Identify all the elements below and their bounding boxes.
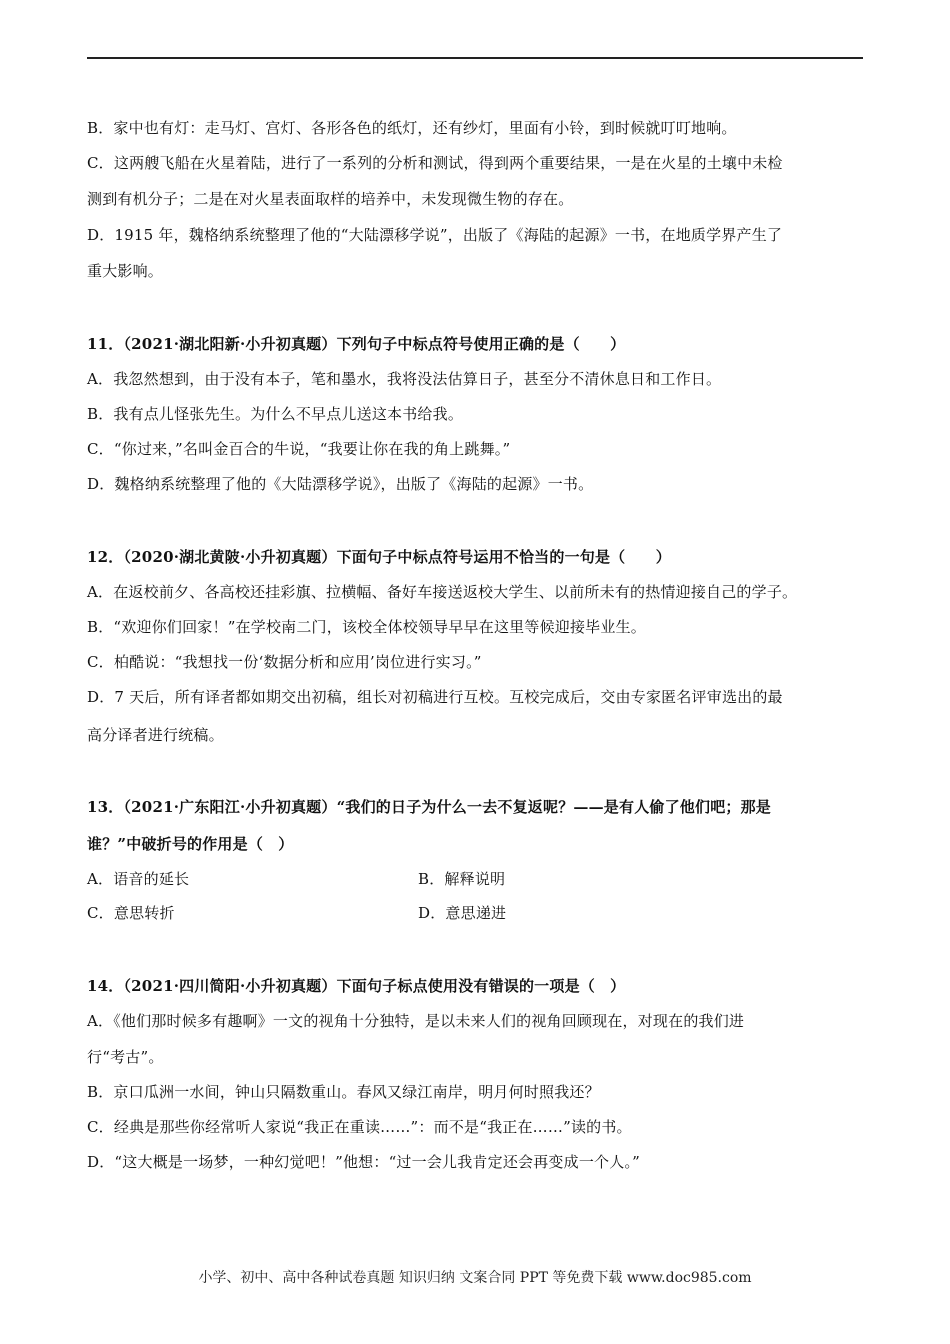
q12-option-d-line2: 高分译者进行统稿。 — [87, 726, 224, 744]
q11-option-a: A．我忽然想到，由于没有本子，笔和墨水，我将没法估算日子，甚至分不清休息日和工作日。 — [87, 370, 722, 388]
q14-stem: 14．（2021·四川简阳·小升初真题）下面句子标点使用没有错误的一项是（ ） — [87, 977, 626, 995]
q14-option-c: C．经典是那些你经常听人家说“我正在重读……”：而不是“我正在……”读的书。 — [87, 1118, 632, 1136]
q13-option-b: B．解释说明 — [418, 870, 506, 888]
q12-stem: 12．（2020·湖北黄陂·小升初真题）下面句子中标点符号运用不恰当的一句是（ ） — [87, 548, 671, 566]
q10-option-d-line2: 重大影响。 — [87, 262, 164, 280]
q14-option-a-line1: A．《他们那时候多有趣啊》一文的视角十分独特，是以未来人们的视角回顾现在，对现在的我们进 — [87, 1012, 745, 1030]
q14-option-a-line2: 行“考古”。 — [87, 1048, 164, 1066]
q12-option-d-line1: D．7 天后，所有译者都如期交出初稿，组长对初稿进行互校。互校完成后，交由专家匿名评审选出的最 — [87, 688, 783, 706]
q10-option-d-line1: D．1915 年，魏格纳系统整理了他的“大陆漂移学说”，出版了《海陆的起源》一书，在地质学界产生了 — [87, 226, 783, 244]
q14-option-b: B．京口瓜洲一水间，钟山只隔数重山。春风又绿江南岸，明月何时照我还？ — [87, 1083, 600, 1101]
q11-option-c: C．“你过来，”名叫金百合的牛说，“我要让你在我的角上跳舞。” — [87, 440, 511, 458]
q12-option-c: C．柏酷说：“我想找一份‘数据分析和应用’岗位进行实习。” — [87, 653, 482, 671]
q13-option-c: C．意思转折 — [87, 904, 175, 922]
footer-text: 小学、初中、高中各种试卷真题 知识归纳 文案合同 PPT 等免费下载 www.doc985.com — [198, 1270, 752, 1286]
q10-option-c-line1: C．这两艘飞船在火星着陆，进行了一系列的分析和测试，得到两个重要结果，一是在火星的土壤中未检 — [87, 154, 783, 172]
q11-stem: 11．（2021·湖北阳新·小升初真题）下列句子中标点符号使用正确的是（ ） — [87, 335, 626, 353]
q13-stem-line1: 13．（2021·广东阳江·小升初真题）“我们的日子为什么一去不复返呢？——是有人偷了他们吧；那是 — [87, 798, 771, 816]
q10-option-b: B．家中也有灯：走马灯、宫灯、各形各色的纸灯，还有纱灯，里面有小铃，到时候就叮叮地响。 — [87, 119, 737, 137]
q13-option-d: D．意思递进 — [418, 904, 507, 922]
header-rule — [87, 57, 863, 59]
q10-option-c-line2: 测到有机分子；二是在对火星表面取样的培养中，未发现微生物的存在。 — [87, 190, 574, 208]
q12-option-a: A．在返校前夕、各高校还挂彩旗、拉横幅、备好车接送返校大学生、以前所未有的热情迎接自己的学子。 — [87, 583, 798, 601]
q12-option-b: B．“欢迎你们回家！”在学校南二门，该校全体校领导早早在这里等候迎接毕业生。 — [87, 618, 646, 636]
q13-stem-line2: 谁？”中破折号的作用是（ ） — [87, 835, 294, 853]
q11-option-b: B．我有点儿怪张先生。为什么不早点儿送这本书给我。 — [87, 405, 464, 423]
q13-option-a: A．语音的延长 — [87, 870, 190, 888]
q14-option-d: D．“这大概是一场梦，一种幻觉吧！”他想：“过一会儿我肯定还会再变成一个人。” — [87, 1153, 641, 1171]
q11-option-d: D．魏格纳系统整理了他的《大陆漂移学说》，出版了《海陆的起源》一书。 — [87, 475, 594, 493]
